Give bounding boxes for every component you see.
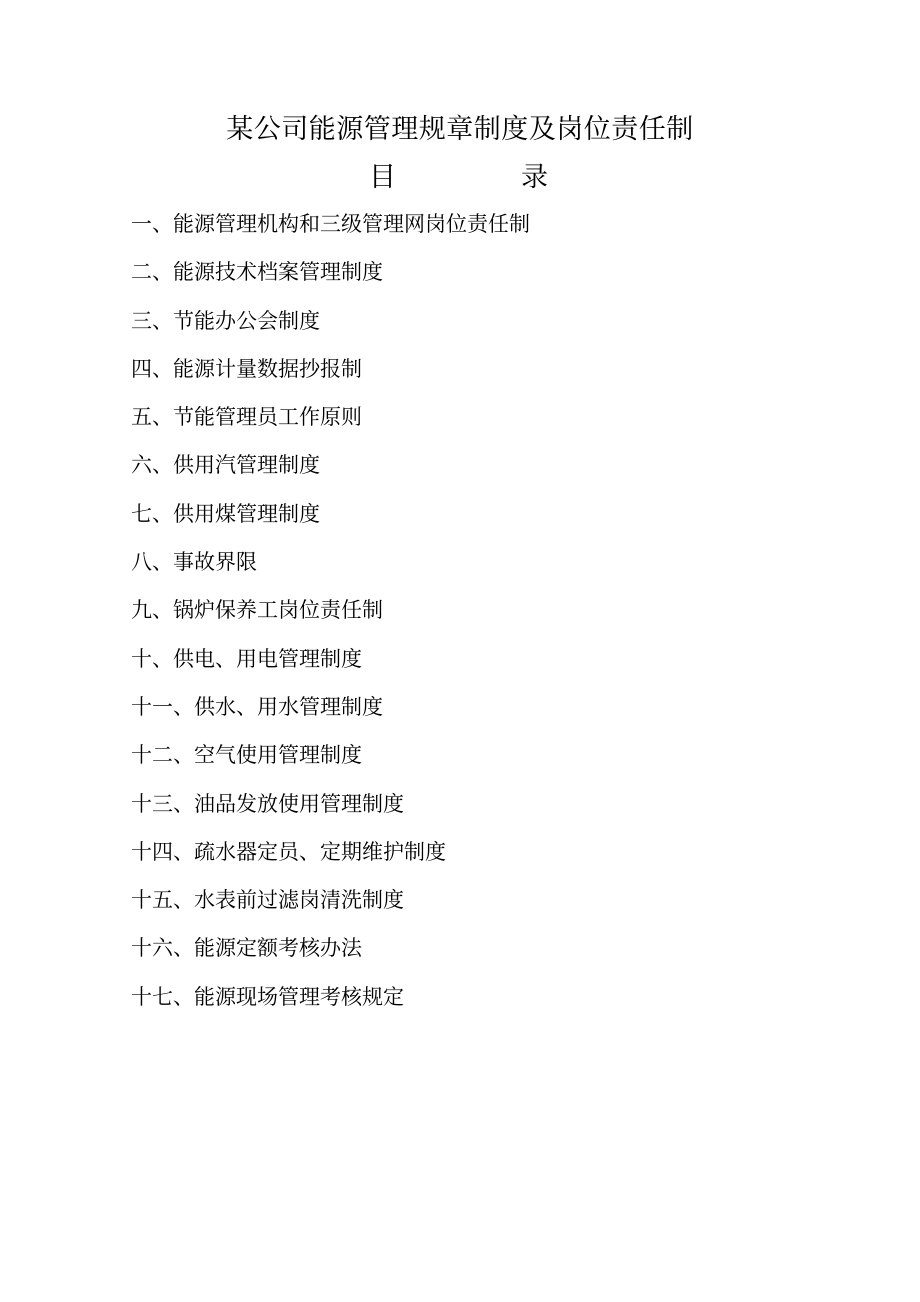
toc-item: 二、能源技术档案管理制度: [131, 260, 383, 285]
toc-item: 三、节能办公会制度: [131, 308, 320, 333]
toc-item: 十、供电、用电管理制度: [131, 646, 362, 671]
toc-item: 十三、油品发放使用管理制度: [131, 791, 404, 816]
toc-item: 九、锅炉保养工岗位责任制: [131, 598, 383, 623]
toc-item: 十五、水表前过滤岗清洗制度: [131, 888, 404, 913]
toc-heading: [0, 158, 920, 198]
toc-item: 十二、空气使用管理制度: [131, 743, 362, 768]
toc-item: 十一、供水、用水管理制度: [131, 694, 383, 719]
toc-item: 四、能源计量数据抄报制: [131, 356, 362, 381]
toc-list: [131, 204, 530, 1025]
toc-item: 十四、疏水器定员、定期维护制度: [131, 839, 446, 864]
toc-heading-char-2: 录: [521, 162, 548, 193]
toc-item: 六、供用汽管理制度: [131, 453, 320, 478]
toc-heading-char-1: 目: [369, 162, 396, 193]
toc-item: 十七、能源现场管理考核规定: [131, 984, 404, 1009]
document-title: 某公司能源管理规章制度及岗位责任制: [226, 114, 694, 145]
toc-item: 五、节能管理员工作原则: [131, 405, 362, 430]
toc-item: 一、能源管理机构和三级管理网岗位责任制: [131, 212, 530, 236]
toc-item: 十六、能源定额考核办法: [131, 936, 362, 961]
toc-item: 七、供用煤管理制度: [131, 501, 320, 526]
toc-item: 八、事故界限: [131, 550, 257, 575]
